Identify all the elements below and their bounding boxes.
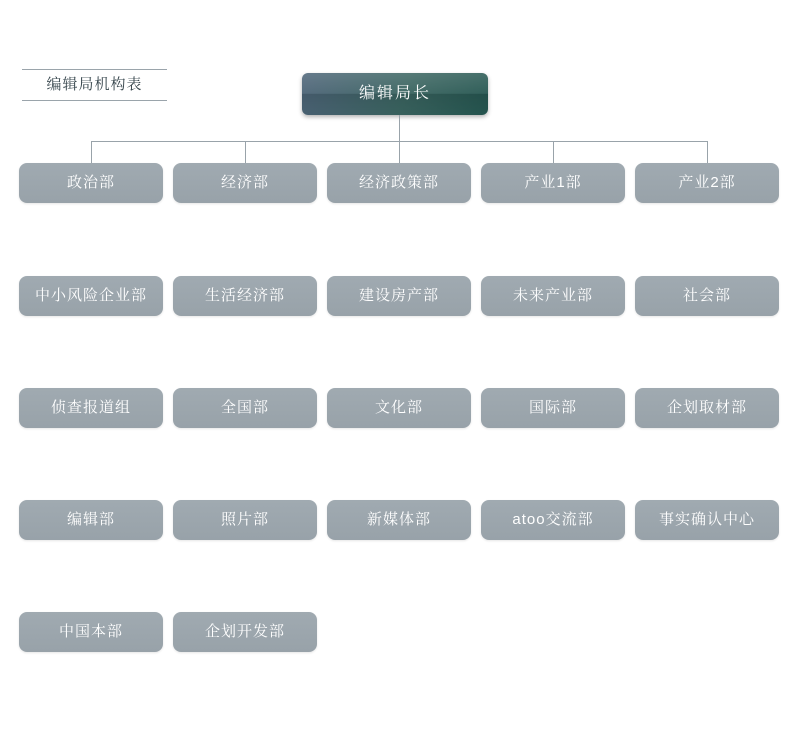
org-box: atoo交流部 bbox=[481, 500, 625, 540]
org-row-4 bbox=[19, 500, 779, 540]
org-row-3 bbox=[19, 388, 779, 428]
org-row-5 bbox=[19, 612, 317, 652]
org-box: 建设房产部 bbox=[327, 276, 471, 316]
connector-drop bbox=[707, 141, 708, 163]
org-box: 事实确认中心 bbox=[635, 500, 779, 540]
chart-title: 编辑局机构表 bbox=[22, 69, 167, 101]
org-box: 社会部 bbox=[635, 276, 779, 316]
connector-drop bbox=[91, 141, 92, 163]
org-box: 产业2部 bbox=[635, 163, 779, 203]
org-row-1 bbox=[19, 163, 779, 203]
org-box: 经济政策部 bbox=[327, 163, 471, 203]
org-box: 生活经济部 bbox=[173, 276, 317, 316]
org-box: 文化部 bbox=[327, 388, 471, 428]
org-box: 政治部 bbox=[19, 163, 163, 203]
org-box: 全国部 bbox=[173, 388, 317, 428]
connector-drop bbox=[245, 141, 246, 163]
org-box: 产业1部 bbox=[481, 163, 625, 203]
org-box: 中小风险企业部 bbox=[19, 276, 163, 316]
org-row-2 bbox=[19, 276, 779, 316]
org-box: 侦查报道组 bbox=[19, 388, 163, 428]
connector-root-drop bbox=[399, 115, 400, 141]
org-box: 企划开发部 bbox=[173, 612, 317, 652]
org-box: 国际部 bbox=[481, 388, 625, 428]
org-box: 未来产业部 bbox=[481, 276, 625, 316]
connector-drop bbox=[553, 141, 554, 163]
org-root-box: 编辑局长 bbox=[302, 73, 488, 115]
org-box: 经济部 bbox=[173, 163, 317, 203]
org-box: 中国本部 bbox=[19, 612, 163, 652]
org-box: 编辑部 bbox=[19, 500, 163, 540]
connector-drop bbox=[399, 141, 400, 163]
org-box: 新媒体部 bbox=[327, 500, 471, 540]
org-box: 照片部 bbox=[173, 500, 317, 540]
org-box: 企划取材部 bbox=[635, 388, 779, 428]
